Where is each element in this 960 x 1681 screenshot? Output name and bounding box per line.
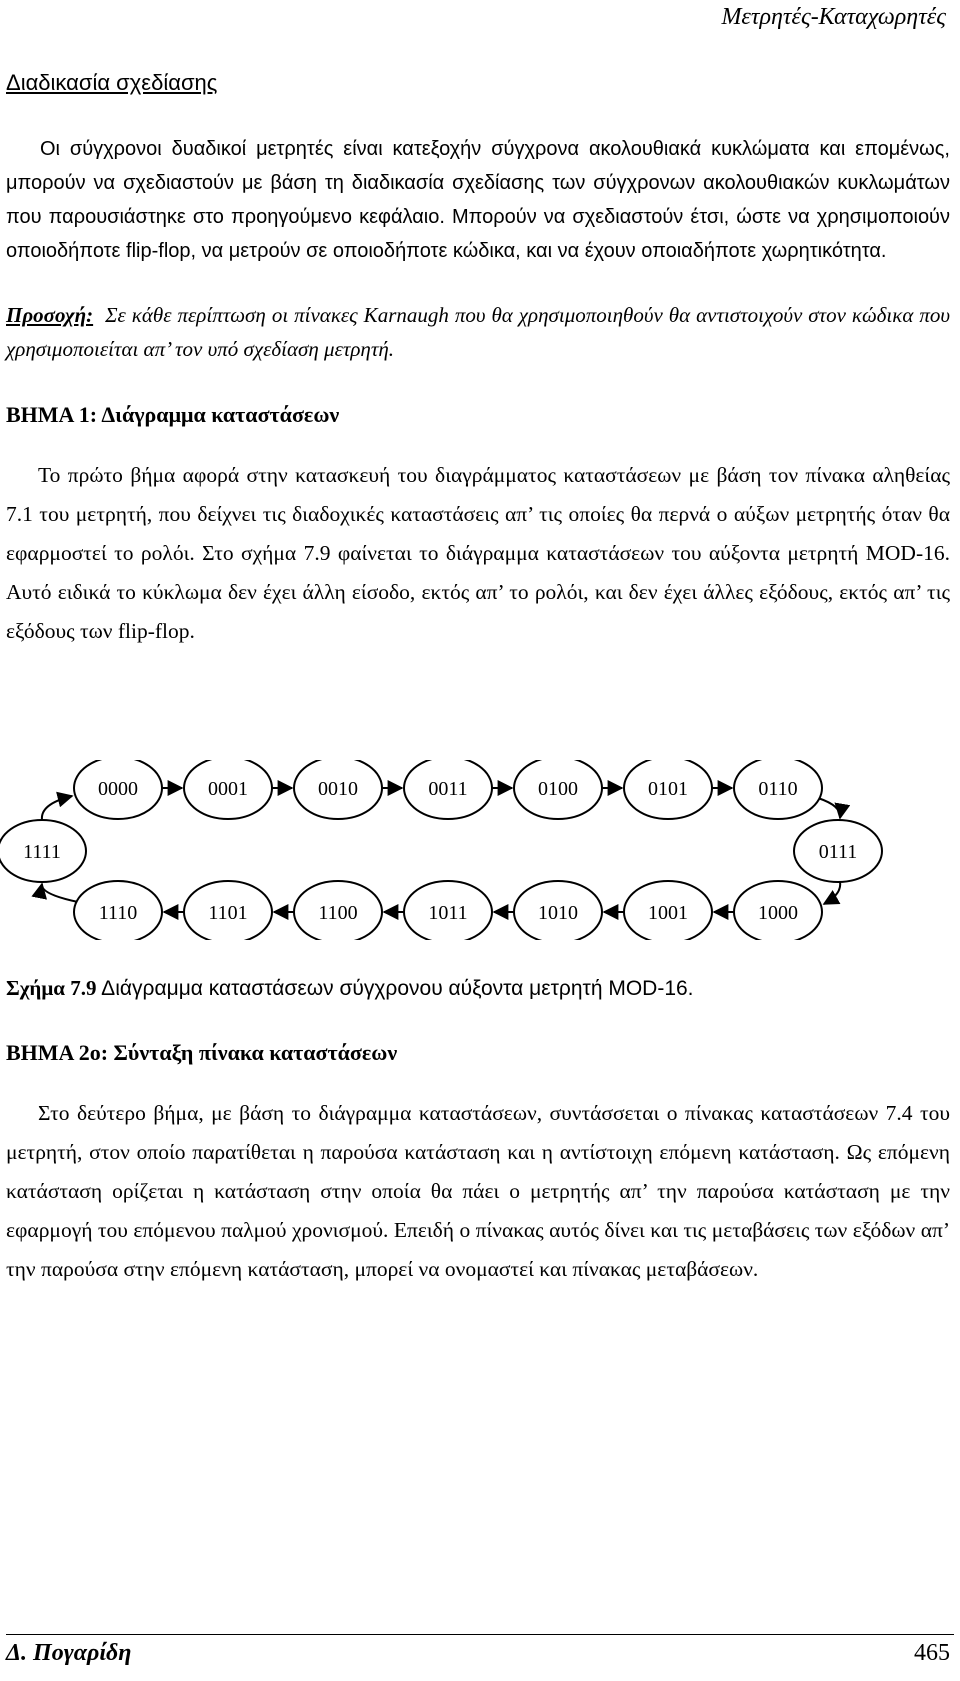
- state-node: [0, 820, 86, 882]
- transition-arrow: [42, 796, 72, 820]
- state-label: 1100: [318, 902, 358, 924]
- step1-text: Το πρώτο βήμα αφορά στην κατασκευή του διαγράμματος καταστάσεων με βάση τον πίνακα αληθείας 7.1 του μετρητή, που δείχνει τις διαδοχικές καταστάσεις απ’ τις οποίες θα περνά ο αύξων μετρητής όταν θα εφαρμοστεί το ρολόι. Στο σχήμα 7.9 φαίνεται το διάγραμμα καταστάσεων του αύξοντα μετρητή MOD-16. Αυτό ειδικά το κύκλωμα δεν έχει άλλη είσοδο, εκτός απ’ το ρολόι, και δεν έχει άλλες εξόδους, εκτός απ’ τις εξόδους των flip-flop.: [6, 463, 950, 643]
- state-label: 0101: [648, 778, 688, 800]
- state-nodes: [0, 760, 882, 940]
- state-label: 1010: [538, 902, 578, 924]
- state-node: [404, 881, 492, 940]
- state-node: [514, 760, 602, 819]
- state-label: 0011: [428, 778, 468, 800]
- state-label: 1000: [758, 902, 798, 924]
- state-label: 0111: [818, 841, 858, 863]
- note-label: Προσοχή:: [6, 303, 94, 327]
- state-node: [294, 881, 382, 940]
- intro-paragraph: [6, 132, 950, 268]
- footer-divider: [6, 1634, 954, 1635]
- state-label: 0110: [758, 778, 798, 800]
- step2-heading: ΒΗΜΑ 2ο: Σύνταξη πίνακα καταστάσεων: [6, 1040, 398, 1065]
- state-label: 0000: [98, 778, 138, 800]
- figure-caption: [6, 976, 694, 1001]
- state-node: [734, 760, 822, 819]
- state-node: [184, 881, 272, 940]
- state-label: 1011: [428, 902, 468, 924]
- step2-text: Στο δεύτερο βήμα, με βάση το διάγραμμα καταστάσεων, συντάσσεται ο πίνακας καταστάσεων 7.4 του μετρητή, στον οποίο παρατίθεται η παρούσα κατάσταση και η αντίστοιχη επόμενη κατάσταση. Ως επόμενη κατάσταση ορίζεται η κατάσταση στην οποία θα πάει ο μετρητής απ’ την παρούσα κατάσταση με την εφαρμογή του επόμενου παλμού χρονισμού. Επειδή ο πίνακας αυτός δίνει και τις μεταβάσεις των εξόδων απ’ την παρούσα στην επόμενη κατάσταση, μπορεί να ονομαστεί και πίνακας μεταβάσεων.: [6, 1101, 950, 1281]
- state-label: 1111: [23, 841, 61, 863]
- transition-arrow: [818, 798, 840, 818]
- state-node: [294, 760, 382, 819]
- section-title: Διαδικασία σχεδίασης: [6, 70, 218, 95]
- state-node: [404, 760, 492, 819]
- step1-paragraph: [6, 456, 950, 651]
- step2-paragraph: [6, 1094, 950, 1289]
- state-node: [734, 881, 822, 940]
- running-header: Μετρητές-Καταχωρητές: [721, 4, 946, 30]
- note-text: Σε κάθε περίπτωση οι πίνακες Karnaugh που θα χρησιμοποιηθούν θα αντιστοιχούν στον κώδικα που χρησιμοποιείται απ’ τον υπό σχεδίαση μετρητή.: [6, 303, 950, 361]
- state-label: 1110: [98, 902, 138, 924]
- transition-arrow: [824, 882, 840, 904]
- state-label: 0100: [538, 778, 578, 800]
- footer-author: Δ. Πογαρίδη: [6, 1640, 132, 1666]
- state-node: [74, 760, 162, 819]
- state-node: [184, 760, 272, 819]
- state-node: [624, 760, 712, 819]
- note-paragraph: [6, 298, 950, 366]
- page-number: 465: [914, 1640, 950, 1666]
- intro-text: Οι σύγχρονοι δυαδικοί μετρητές είναι κατεξοχήν σύγχρονα ακολουθιακά κυκλώματα και επομένως, μπορούν να σχεδιαστούν με βάση τη διαδικασία σχεδίασης των σύγχρονων ακολουθιακών κυκλωμάτων που παρουσιάστηκε στο προηγούμενο κεφάλαιο. Μπορούν να σχεδιαστούν έτσι, ώστε να χρησιμοποιούν οποιοδήποτε flip-flop, να μετρούν σε οποιοδήποτε κώδικα, και να έχουν οποιαδήποτε χωρητικότητα.: [6, 138, 950, 262]
- state-node: [624, 881, 712, 940]
- state-diagram: [0, 760, 960, 940]
- figure-label: Σχήμα 7.9: [6, 976, 97, 1000]
- state-node: [514, 881, 602, 940]
- state-label: 0010: [318, 778, 358, 800]
- transition-arrow: [42, 884, 78, 902]
- state-node: [794, 820, 882, 882]
- figure-caption-text: Διάγραμμα καταστάσεων σύγχρονου αύξοντα μετρητή MOD-16.: [101, 977, 694, 1000]
- state-label: 1101: [208, 902, 248, 924]
- state-label: 0001: [208, 778, 248, 800]
- step1-heading: ΒΗΜΑ 1: Διάγραμμα καταστάσεων: [6, 402, 340, 427]
- state-node: [74, 881, 162, 940]
- state-label: 1001: [648, 902, 688, 924]
